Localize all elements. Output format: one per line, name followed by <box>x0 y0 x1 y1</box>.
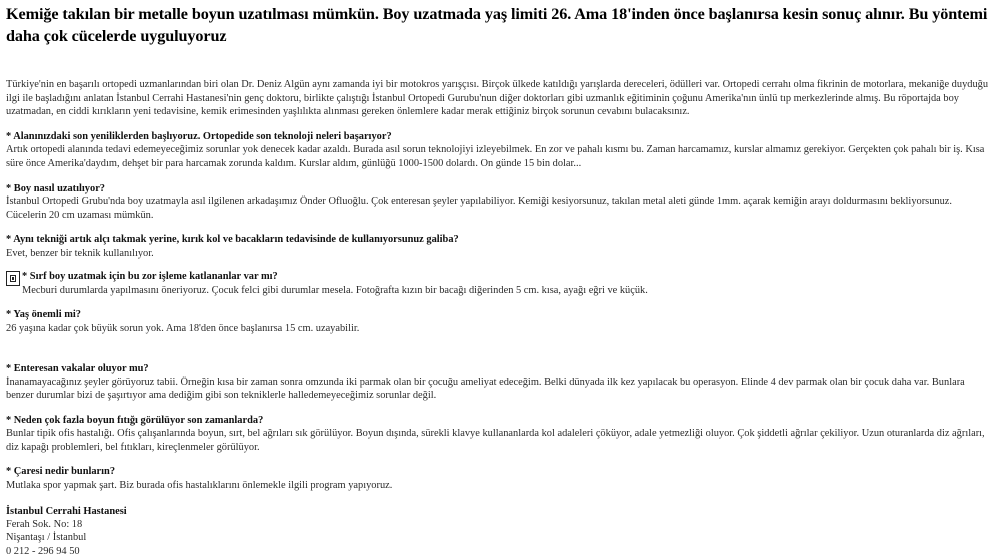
question: * Yaş önemli mi? <box>6 309 81 321</box>
contact-address <box>6 505 994 557</box>
question: * Boy nasıl uzatılıyor? <box>6 182 106 194</box>
street-address: Ferah Sok. No: 18 <box>6 519 83 531</box>
answer: İstanbul Ortopedi Grubu'nda boy uzatmayla asıl ilgilenen arkadaşımız Önder Ofluoğlu. Çok enteresan şeyler yapılabiliyor. Kemiği kesiyorsunuz, takılan metal aleti günde 1mm. açarak kemiğin arayı doldurmasını bekliyorsunuz. Cücelerin 20 cm uzaması mümkün. <box>6 196 953 221</box>
qa-block-3 <box>6 233 994 260</box>
qa-block-2 <box>6 182 994 223</box>
answer: Mecburi durumlarda yapılmasını öneriyoruz. Çocuk felci gibi durumlar mesela. Fotoğrafta kızın bir bacağı diğerinden 5 cm. kısa, ayağı eğri ve küçük. <box>22 284 648 296</box>
question: * Alanınızdaki son yeniliklerden başlıyoruz. Ortopedide son teknoloji neleri başarıyor? <box>6 130 392 142</box>
qa-block-4 <box>6 270 994 297</box>
answer: Artık ortopedi alanında tedavi edemeyeceğimiz sorunlar yok denecek kadar azaldı. Burada asıl sorun teknolojiyi izleyebilmek. En zor ve pahalı kısmı bu. Zaman harcamamız, kurslar almamız gerekiyor. Gerçekten çok pahalı bir iş. Kısa süre önce Amerika'daydım, dehşet bir para harcamak zorunda kaldım. Kurslar aldım, günlüğü 1000-1500 dolardı. On günde 15 bin dolar... <box>6 144 985 169</box>
intro-paragraph: Türkiye'nin en başarılı ortopedi uzmanlarından biri olan Dr. Deniz Algün aynı zamanda iyi bir motokros yarışçısı. Birçok ülkede katıldığı yarışlarda dereceleri, ödülleri var. Ortopedi cerrahı olma fikrinin de motorlara, mekaniğe duyduğu ilgi ile başladığını anlatan İstanbul Cerrahi Hastanesi'nin genç doktoru, birlikte çalıştığı İstanbul Ortopedi Gurubu'nun diğer doktorları gibi uzmanlık eğitiminin çoğunu Amerika'nın ünlü tıp merkezlerinde almış. Bu röportajda boy uzatmadan, en ciddi kırıkların yeni tedavisine, kemik erimesinden yaşlılıkta alınması gereken önlemlere kadar merak ettiğiniz birçok sorunun cevabını bulacaksınız. <box>6 79 989 118</box>
qa-block-1 <box>6 130 994 171</box>
answer: İnanamayacağınız şeyler görüyoruz tabii. Örneğin kısa bir zaman sonra omzunda iki parmak olan bir çocuğu ameliyat edeceğim. Belki dünyada ilk kez yapılacak bu operasyon. Elinde 4 dev parmak olan bir çocuk daha var. Bunlara benzer durumlar bizi de şaşırtıyor ama dediğim gibi son tekniklerle halledemeyeceğimiz sorunlar değil. <box>6 376 965 402</box>
question: * Aynı tekniği artık alçı takmak yerine, kırık kol ve bacakların tedavisinde de kullanıyorsunuz galiba? <box>6 234 459 246</box>
broken-image-icon[interactable] <box>6 271 20 286</box>
question: * Sırf boy uzatmak için bu zor işleme katlananlar var mı? <box>22 271 278 283</box>
question: * Enteresan vakalar oluyor mu? <box>6 363 149 375</box>
answer: Evet, benzer bir teknik kullanılıyor. <box>6 247 154 259</box>
district: Nişantaşı / İstanbul <box>6 532 87 544</box>
qa-block-5 <box>6 308 994 335</box>
qa-block-6 <box>6 362 994 403</box>
answer: Mutlaka spor yapmak şart. Biz burada ofis hastalıklarını önlemekle ilgili program yapıyoruz. <box>6 479 393 491</box>
question: * Neden çok fazla boyun fıtığı görülüyor son zamanlarda? <box>6 414 264 426</box>
answer: 26 yaşına kadar çok büyük sorun yok. Ama 18'den önce başlanırsa 15 cm. uzayabilir. <box>6 322 360 334</box>
question: * Çaresi nedir bunların? <box>6 466 116 478</box>
phone-number: 0 212 - 296 94 50 <box>6 545 80 557</box>
qa-block-8 <box>6 465 994 492</box>
hospital-name: İstanbul Cerrahi Hastanesi <box>6 506 127 518</box>
article-title: Kemiğe takılan bir metalle boyun uzatılması mümkün. Boy uzatmada yaş limiti 26. Ama 18'inden önce başlanırsa kesin sonuç alınır. Bu yöntemi daha çok cücelerde uyguluyoruz <box>6 5 988 45</box>
qa-block-7 <box>6 414 994 455</box>
article <box>0 4 1000 558</box>
answer: Bunlar tipik ofis hastalığı. Ofis çalışanlarında boyun, sırt, bel ağrıları sık görülüyor. Boyun dışında, sürekli klavye kullananlarda kol adaleleri çöküyor, adale yetmezliği oluyor. Çok şiddetli ağrılar çekiliyor. Uzun oturanlarda diz ağrıları, diz kapağı problemleri, bel fıtıkları, kireçlenmeler görülüyor. <box>6 428 985 453</box>
